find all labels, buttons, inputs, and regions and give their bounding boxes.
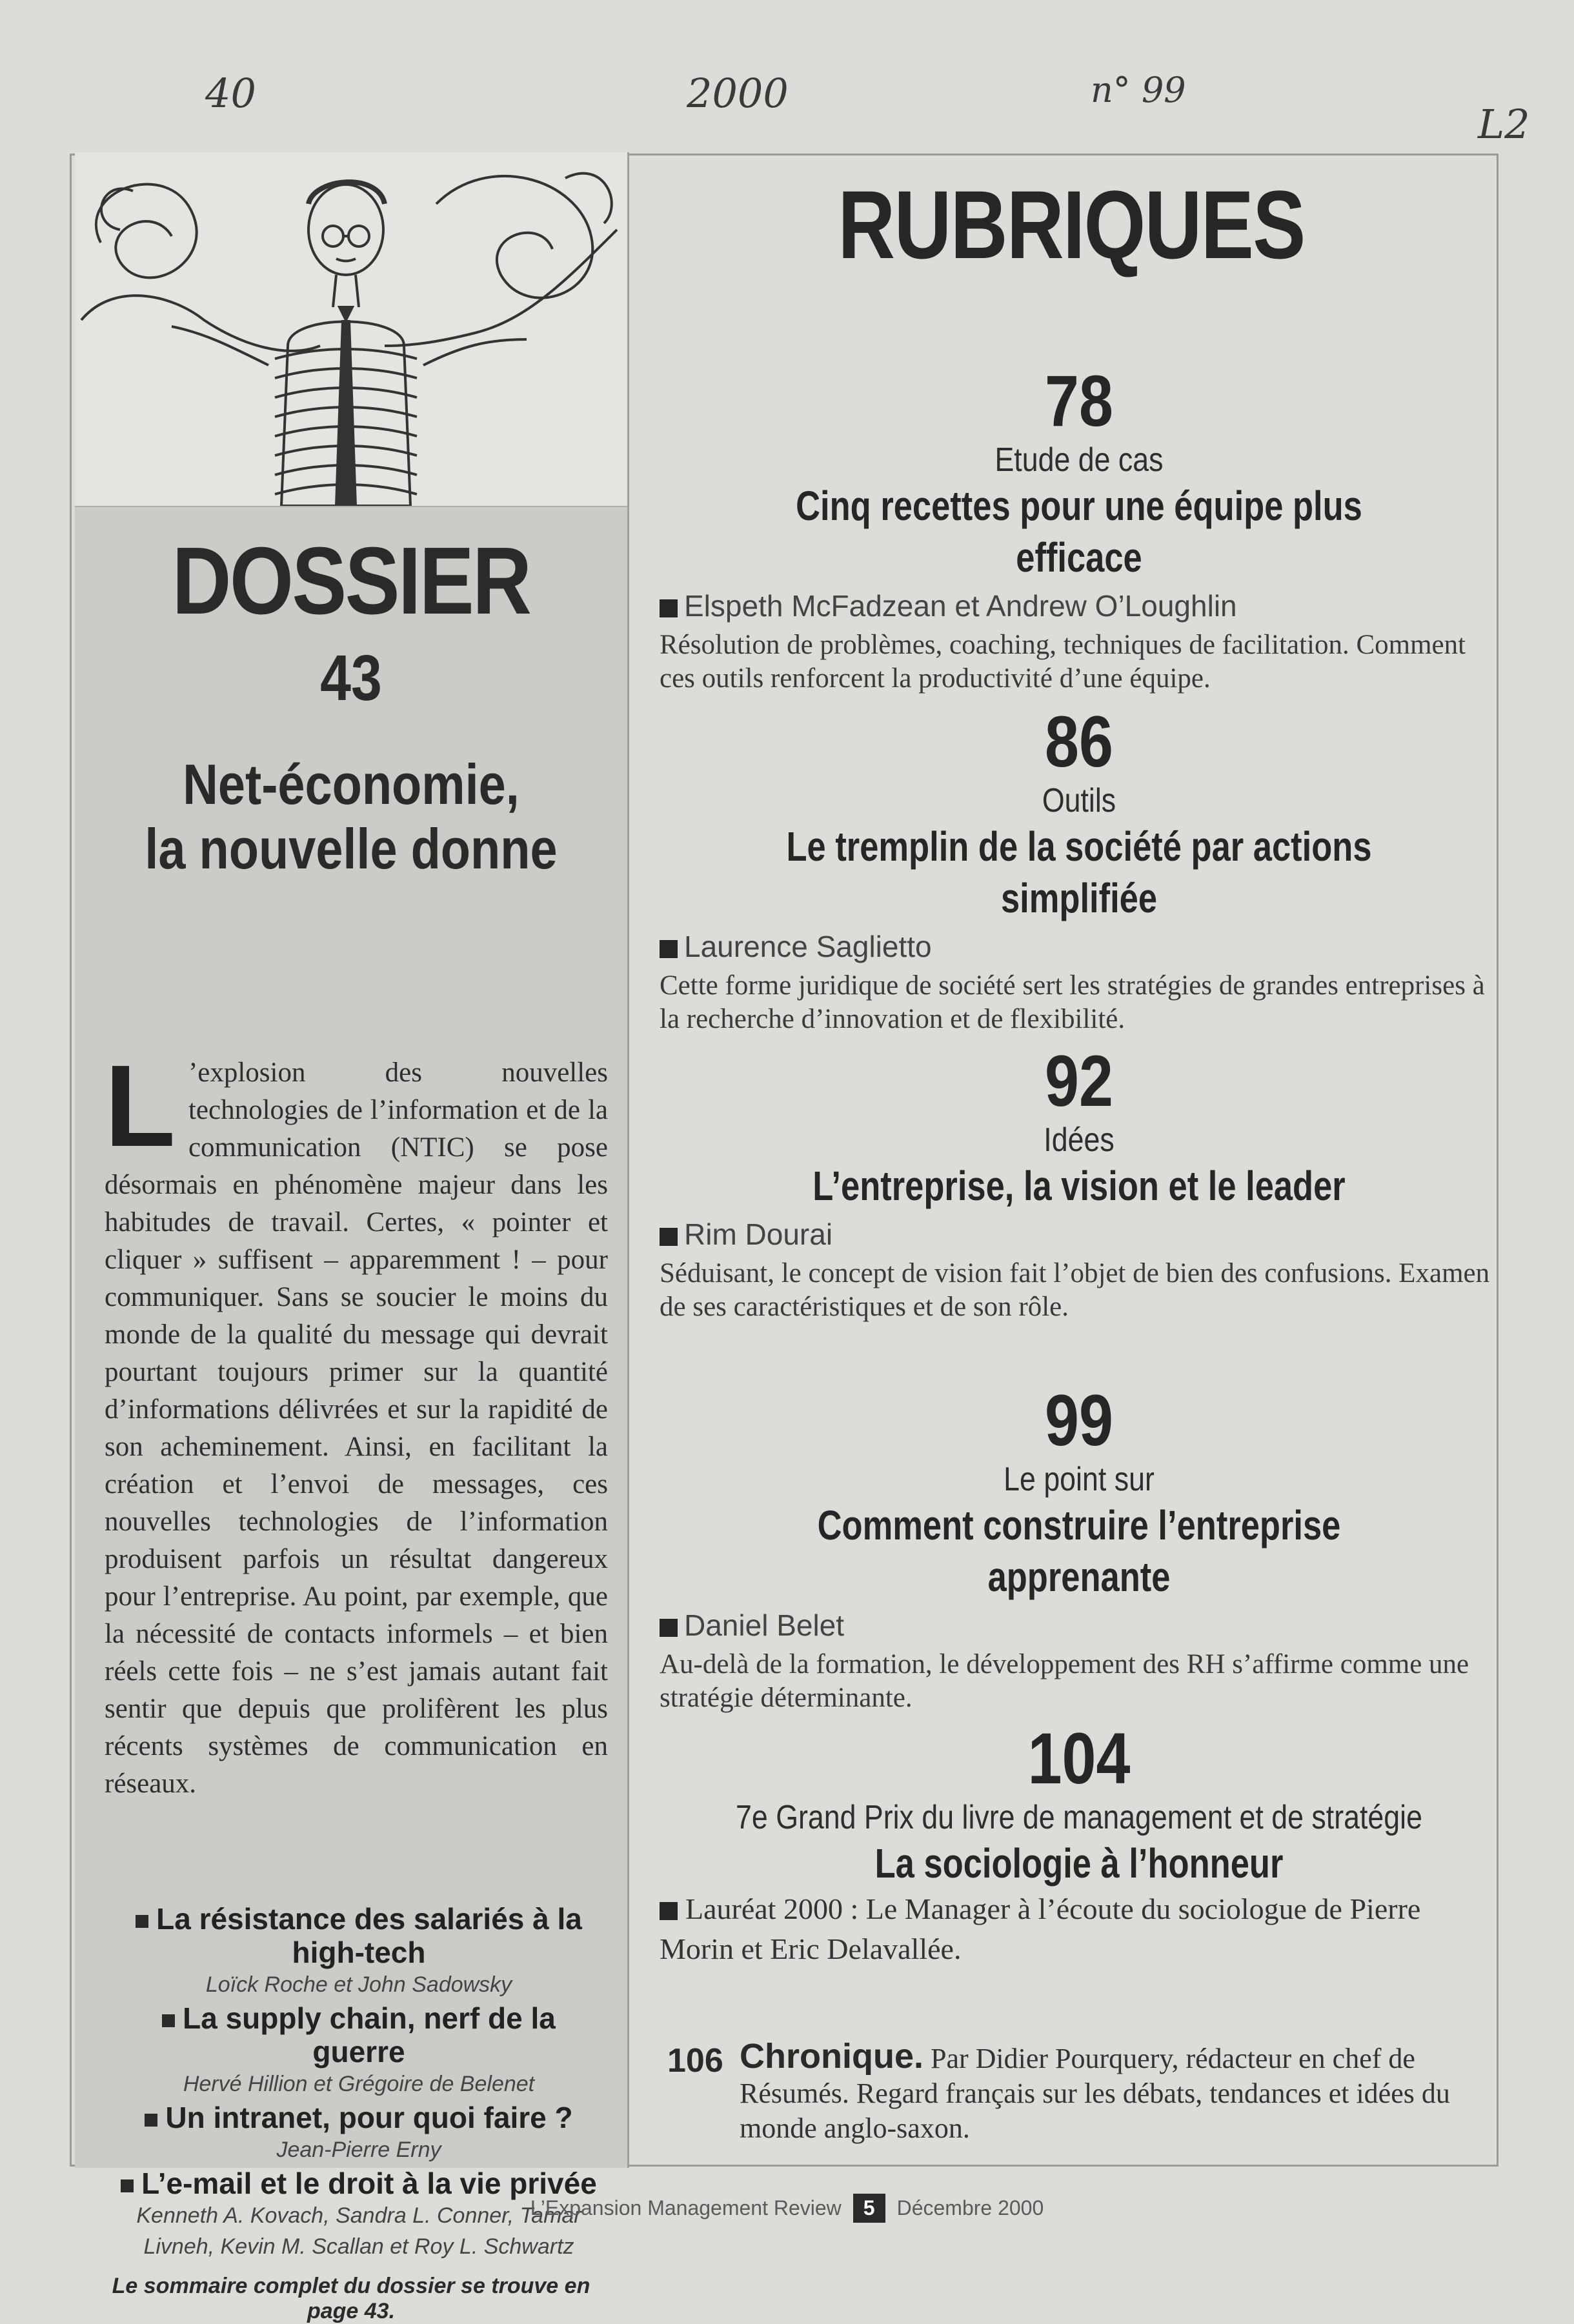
dossier-headline-line2: la nouvelle donne bbox=[145, 817, 558, 881]
entry-title: La sociologie à l’honneur bbox=[874, 1840, 1284, 1887]
dossier-item-title: Un intranet, pour quoi faire ? bbox=[114, 2101, 604, 2134]
bullet-icon bbox=[162, 2014, 175, 2027]
entry-author: Daniel Belet bbox=[660, 1603, 1498, 1648]
dossier-item-authors: Kenneth A. Kovach, Sandra L. Conner, Tamar Livneh, Kevin M. Scallan et Roy L. Schwartz bbox=[136, 2203, 581, 2259]
entry-page-number: 104 bbox=[1027, 1718, 1131, 1799]
rubrique-entry bbox=[660, 1382, 1498, 1715]
dossier-page-number: 43 bbox=[320, 642, 382, 714]
issue-date: Décembre 2000 bbox=[896, 2196, 1044, 2219]
dossier-item-title: La supply chain, nerf de la guerre bbox=[114, 2001, 604, 2069]
entry-title: L’entreprise, la vision et le leader bbox=[812, 1163, 1346, 1209]
entry-title: Le tremplin de la société par actions simplifiée bbox=[786, 823, 1372, 921]
entry-page-number: 99 bbox=[1045, 1380, 1113, 1461]
entry-description: Séduisant, le concept de vision fait l’objet de bien des confusions. Examen de ses caractéristiques et de son rôle. bbox=[660, 1258, 1490, 1322]
bullet-icon bbox=[121, 2179, 134, 2192]
entry-description: Résolution de problèmes, coaching, techniques de facilitation. Comment ces outils renforcent la productivité d’une équipe. bbox=[660, 630, 1466, 694]
entry-page-number: 86 bbox=[1045, 701, 1113, 782]
dossier-label: DOSSIER bbox=[172, 528, 530, 634]
chronique-description: Par Didier Pourquery, rédacteur en chef de Résumés. Regard français sur les débats, tendances et idées du monde anglo-saxon. bbox=[740, 2043, 1450, 2144]
dossier-headline bbox=[114, 752, 589, 881]
entry-title: Cinq recettes pour une équipe plus efficace bbox=[796, 483, 1362, 581]
laureat-text: Lauréat 2000 : Le Manager à l’écoute du sociologue de Pierre Morin et Eric Delavallée. bbox=[660, 1892, 1421, 1965]
dossier-summary-note: Le sommaire complet du dossier se trouve en page 43. bbox=[112, 2274, 590, 2323]
publication-name: L’Expansion Management Review bbox=[530, 2196, 842, 2219]
entry-category: Idées bbox=[1044, 1121, 1115, 1159]
entry-category: Outils bbox=[1042, 782, 1116, 819]
entry-author: Laurence Saglietto bbox=[660, 924, 1498, 969]
chronique-text bbox=[740, 2039, 1487, 2146]
grand-prix-entry bbox=[660, 1720, 1498, 1969]
tangled-man-illustration bbox=[75, 152, 627, 506]
entry-title: Comment construire l’entreprise apprenante bbox=[817, 1502, 1341, 1600]
entry-page-number: 78 bbox=[1045, 361, 1113, 441]
bullet-icon bbox=[660, 940, 678, 958]
dossier-item-title: La résistance des salariés à la high-tech bbox=[114, 1902, 604, 1969]
dossier-intro-text bbox=[105, 1041, 608, 1803]
dossier-item-authors: Jean-Pierre Erny bbox=[276, 2138, 441, 2162]
bullet-icon bbox=[660, 1228, 678, 1246]
chronique-page-number: 106 bbox=[667, 2042, 723, 2079]
dossier-intro-body: ’explosion des nouvelles technologies de l’information et de la communication (NTIC) se pose désormais en phénomène majeur dans les habitudes de travail. Certes, « pointer et cliquer » suffisent – apparemment ! – pour communiquer. Sans se soucier le moins du monde de la qualité du message qui devrait pourtant toujours primer sur la quantité d’informations délivrées et sur la rapidité de son acheminement. Ainsi, en facilitant la création et l’envoi de messages, ces nouvelles technologies de l’information produisent parfois un résultat dangereux pour l’entreprise. Au point, par exemple, que la nécessité de contacts informels – et bien réels cette fois – ne s’est jamais autant fait sentir que depuis que prolifèrent les plus récents systèmes de communication en réseaux. bbox=[105, 1057, 608, 1799]
chronique-label: Chronique. bbox=[740, 2037, 923, 2076]
drop-cap: L bbox=[105, 1041, 176, 1171]
handwritten-note-issue: n° 99 bbox=[1091, 70, 1186, 110]
entry-author: Rim Dourai bbox=[660, 1212, 1498, 1257]
page-footer bbox=[0, 2194, 1574, 2223]
dossier-item-authors: Hervé Hillion et Grégoire de Belenet bbox=[183, 2072, 535, 2096]
entry-page-number: 92 bbox=[1045, 1041, 1113, 1121]
rubriques-title: RUBRIQUES bbox=[838, 170, 1305, 279]
bullet-icon bbox=[660, 1902, 678, 1920]
bullet-icon bbox=[660, 599, 678, 617]
entry-category: Etude de cas bbox=[994, 441, 1164, 479]
dossier-column bbox=[75, 152, 629, 2323]
entry-description: Cette forme juridique de société sert les stratégies de grandes entreprises à la recherche d’innovation et de flexibilité. bbox=[660, 970, 1485, 1034]
bullet-icon bbox=[660, 1619, 678, 1637]
bullet-icon bbox=[145, 2114, 157, 2127]
handwritten-note-year: 2000 bbox=[687, 70, 789, 117]
entry-description: Au-delà de la formation, le développement des RH s’affirme comme une stratégie déterminante. bbox=[660, 1649, 1469, 1713]
dossier-headline-line1: Net-économie, bbox=[183, 752, 520, 816]
page-number: 5 bbox=[853, 2194, 885, 2223]
bullet-icon bbox=[136, 1915, 148, 1928]
handwritten-note-40: 40 bbox=[205, 70, 256, 117]
dossier-illustration bbox=[75, 152, 627, 507]
dossier-item-authors: Loïck Roche et John Sadowsky bbox=[205, 1972, 512, 1997]
entry-category: Le point sur bbox=[1004, 1461, 1155, 1498]
chronique-entry bbox=[667, 2039, 1487, 2146]
rubrique-entry bbox=[660, 363, 1498, 696]
entry-category: 7e Grand Prix du livre de management et de stratégie bbox=[736, 1799, 1422, 1836]
dossier-item-title: L’e-mail et le droit à la vie privée bbox=[114, 2167, 604, 2200]
rubrique-entry bbox=[660, 1043, 1498, 1324]
rubrique-entry bbox=[660, 703, 1498, 1036]
handwritten-note-code: L2 bbox=[1478, 101, 1530, 148]
entry-author: Elspeth McFadzean et Andrew O’Loughlin bbox=[660, 583, 1498, 628]
